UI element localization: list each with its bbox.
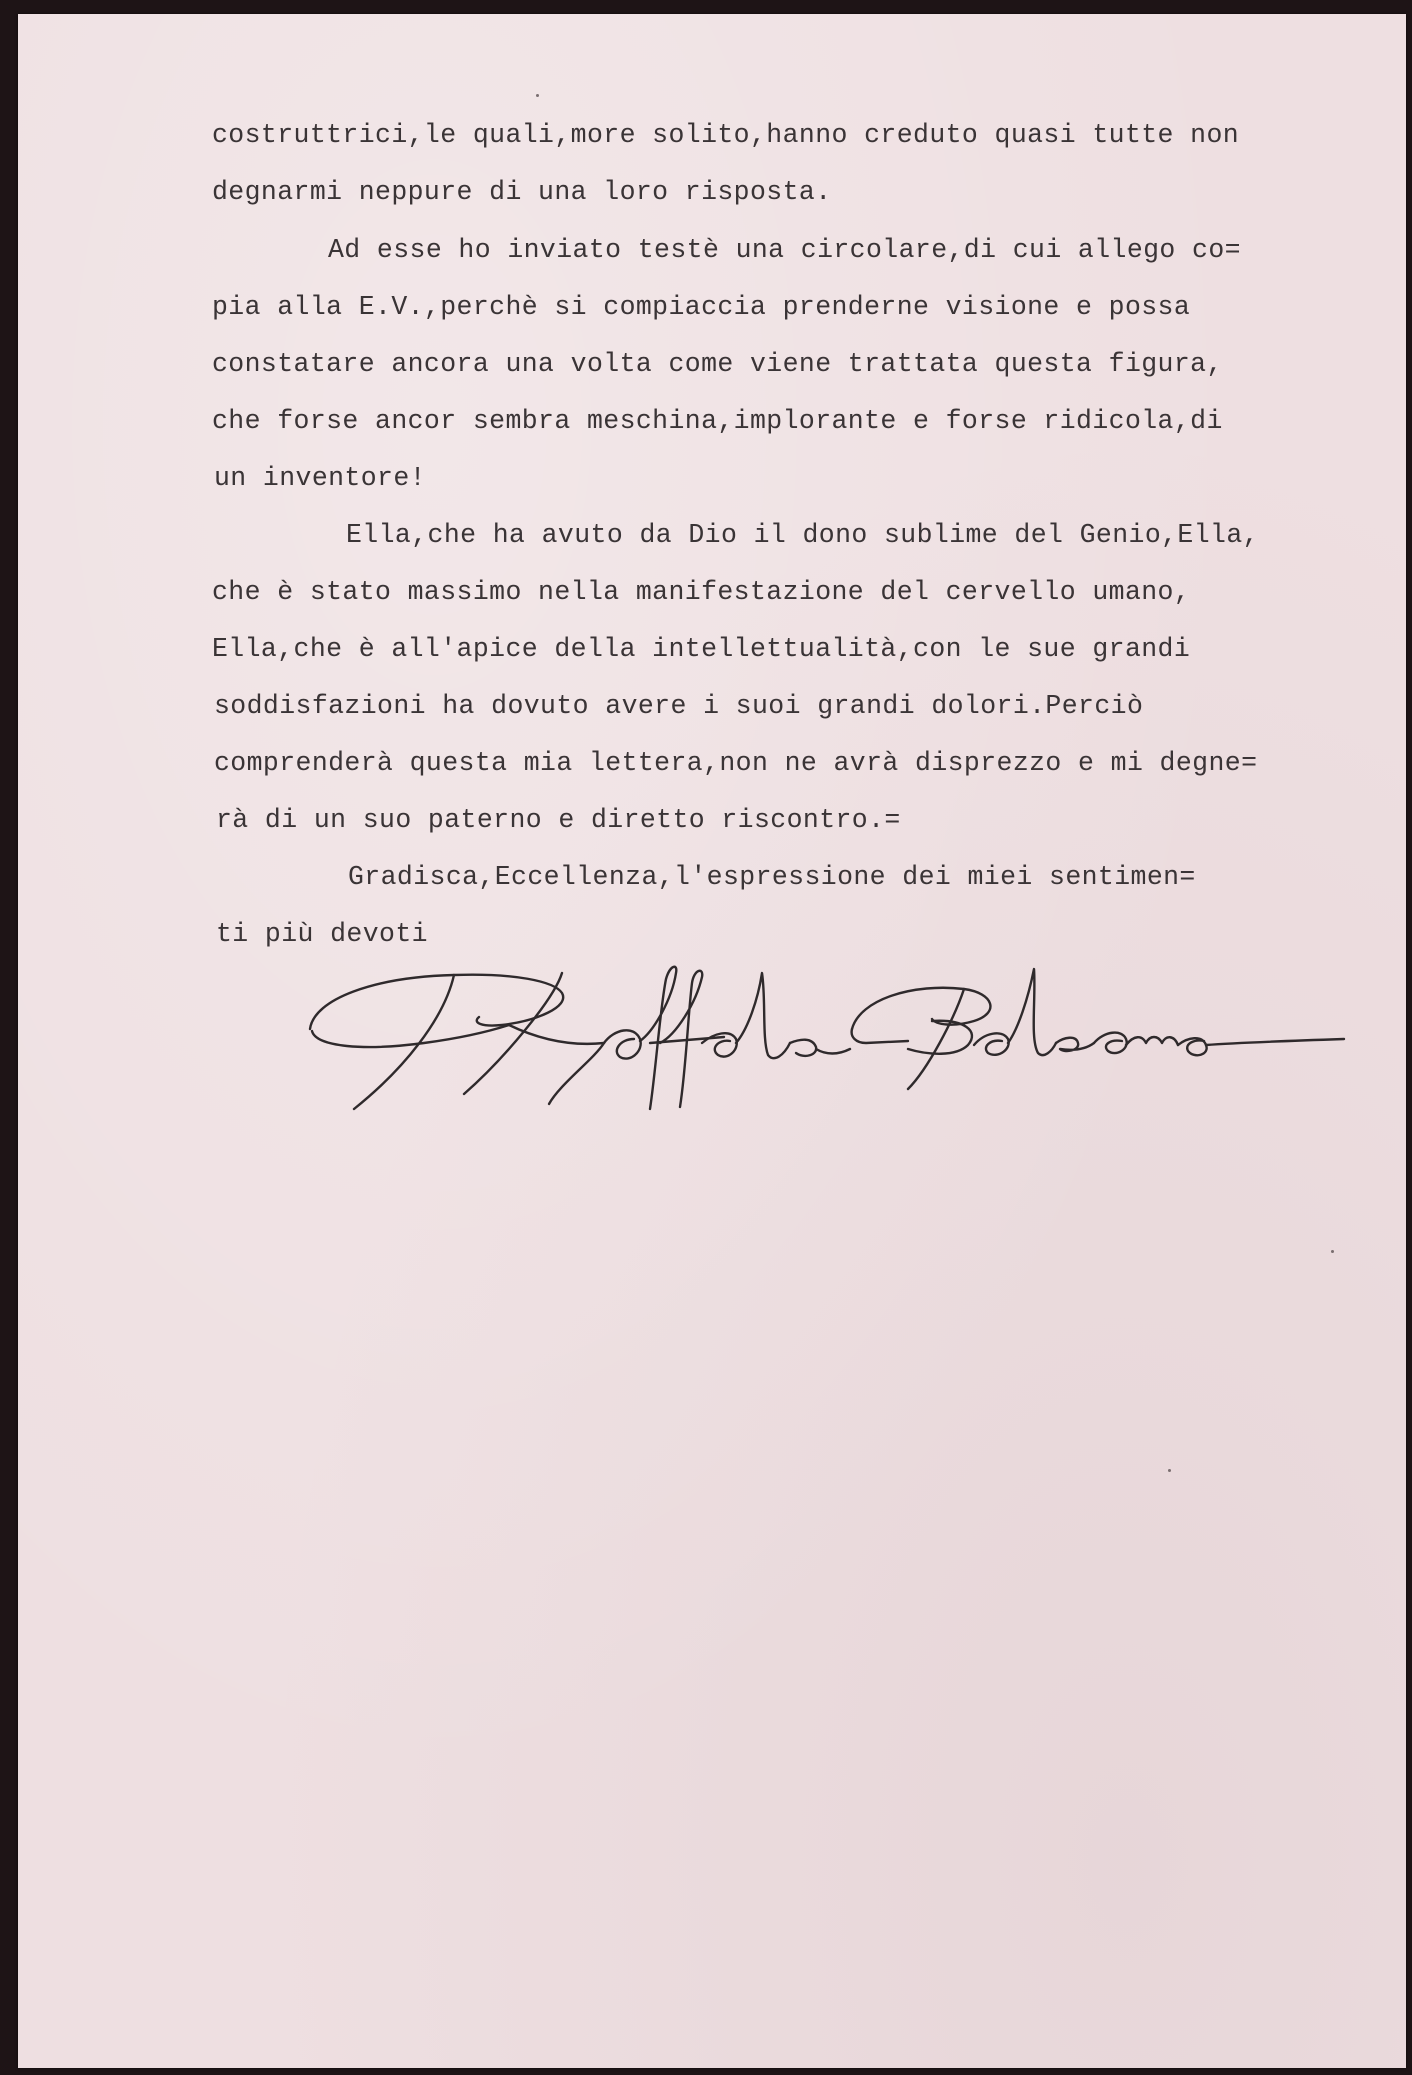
text-line: comprenderà questa mia lettera,non ne avrà disprezzo e mi degne=: [214, 748, 1258, 778]
text-line: Ella,che ha avuto da Dio il dono sublime del Genio,Ella,: [346, 520, 1259, 550]
text-line: Ad esse ho inviato testè una circolare,di cui allego co=: [328, 235, 1241, 265]
text-line: soddisfazioni ha dovuto avere i suoi grandi dolori.Perciò: [214, 691, 1144, 721]
handwritten-signature: [304, 959, 1354, 1129]
paper-speck: [1168, 1469, 1171, 1472]
text-line: degnarmi neppure di una loro risposta.: [212, 177, 832, 207]
text-line: un inventore!: [214, 463, 426, 493]
paper-speck: [1331, 1250, 1334, 1253]
paper-speck: [536, 94, 539, 97]
text-line: che è stato massimo nella manifestazione del cervello umano,: [212, 577, 1191, 607]
text-line: Gradisca,Eccellenza,l'espressione dei miei sentimen=: [348, 862, 1196, 892]
letter-page: [18, 14, 1406, 2068]
text-line: rà di un suo paterno e diretto riscontro.=: [216, 805, 901, 835]
text-line: costruttrici,le quali,more solito,hanno creduto quasi tutte non: [212, 120, 1240, 150]
text-line: Ella,che è all'apice della intellettualità,con le sue grandi: [212, 634, 1191, 664]
text-line: ti più devoti: [216, 919, 428, 949]
text-line: pia alla E.V.,perchè si compiaccia prenderne visione e possa: [212, 292, 1191, 322]
text-line: constatare ancora una volta come viene trattata questa figura,: [212, 349, 1223, 379]
text-line: che forse ancor sembra meschina,implorante e forse ridicola,di: [212, 406, 1223, 436]
